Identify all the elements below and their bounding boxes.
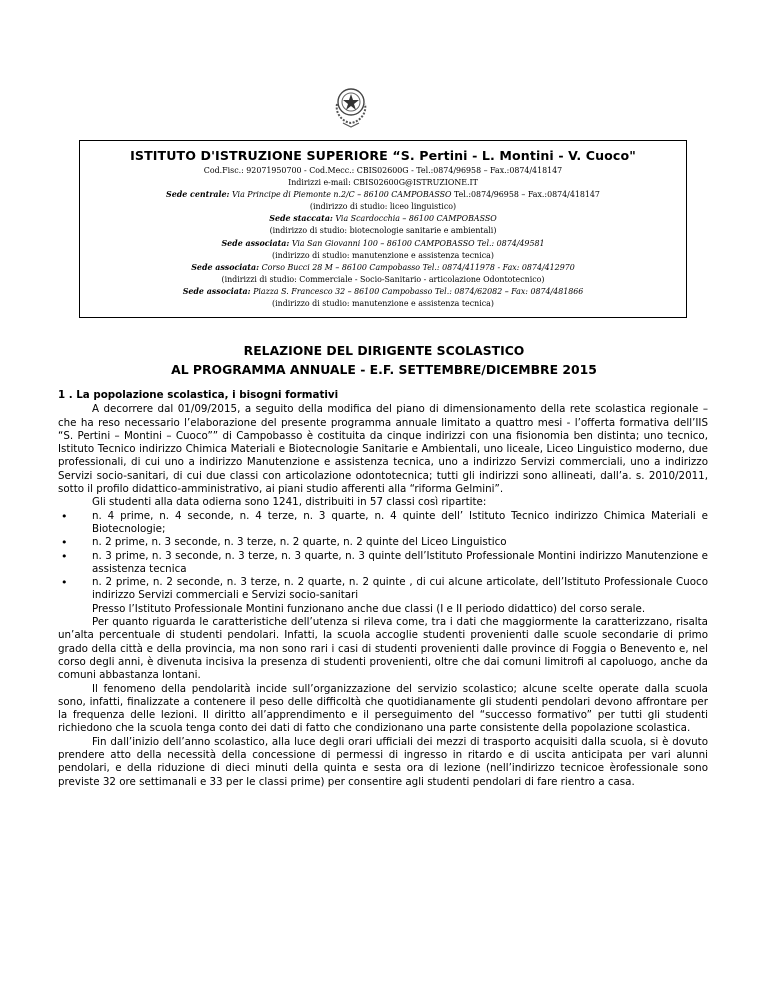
sede-associata2-label: Sede associata:: [191, 262, 260, 272]
paragraph-1: A decorrere dal 01/09/2015, a seguito della modifica del piano di dimensionamento della rete scolastica regionale – che ha reso necessario l’elaborazione del presente programma annuale limitato a quattro mesi - l’offerta formativa dell’IIS “S. Pertini – Montini – Cuoco”” di Campobasso è costituita da cinque indirizzi con una fisionomia ben distinta; uno tecnico, Istituto Tecnico indirizzo Chimica Materiali e Biotecnologie Sanitarie e Ambientali, uno liceale, Liceo Linguistico moderno, due professionali, di cui uno a indirizzo Manutenzione e assistenza tecnica, uno a indirizzo Servizi commerciali, uno a indirizzo Servizi socio-sanitari, di cui due classi con articolazione odontotecnica; tutti gli indirizzi sono allineati, dall’a. s. 2010/2011, sotto il profilo didattico-amministrativo, ai piani studio afferenti alla “riforma Gelmini”.: [58, 403, 708, 496]
sede-associata2-line: [80, 262, 686, 274]
sede-staccata-label: Sede staccata:: [269, 214, 333, 224]
paragraph-3: Presso l’Istituto Professionale Montini funzionano anche due classi (I e II periodo didattico) del corso serale.: [92, 602, 646, 615]
sede-associata2-address: Corso Bucci 28 M – 86100 Campobasso Tel.: 0874/411978 - Fax: 0874/412970: [261, 262, 575, 272]
paragraph-4: Per quanto riguarda le caratteristiche dell’utenza si rileva come, tra i dati che maggiormente la caratterizzano, risalta un’alta percentuale di studenti pendolari. Infatti, la scuola accoglie studenti provenienti dalle scuole secondarie di primo grado della città e della provincia, ma non sono rari i casi di studenti provenienti dalle province di Foggia o Benevento e, nel corso degli anni, è divenuta incisiva la presenza di studenti provenienti, oltre che dai comuni limitrofi al capoluogo, anche da comuni abbastanza lontani.: [58, 616, 708, 682]
document-title-line1: RELAZIONE DEL DIRIGENTE SCOLASTICO: [243, 343, 525, 358]
sede-associata1-line: [80, 238, 686, 250]
sede-associata3-label: Sede associata:: [182, 286, 251, 296]
document-title-line2: AL PROGRAMMA ANNUALE - E.F. SETTEMBRE/DICEMBRE 2015: [171, 362, 597, 377]
paragraph-6: Fin dall’inizio dell’anno scolastico, alla luce degli orari ufficiali dei mezzi di trasporto acquisiti dalla scuola, si è dovuto prendere atto della necessità della concessione di permessi di ingresso in ritardo e di uscita anticipata per vari alunni pendolari, e della riduzione di dieci minuti della quinta e sesta ora di lezione (nell’indirizzo tecnicoe èrofessionale sono previste 32 ore settimanali e 33 per le classi prime) per consentire agli studenti pendolari di fare rientro a casa.: [58, 735, 708, 788]
list-item: • n. 3 prime, n. 3 seconde, n. 3 terze, n. 3 quarte, n. 3 quinte dell’Istituto Professionale Montini indirizzo Manutenzione e assistenza tecnica: [58, 550, 708, 577]
sede-centrale-address: Via Principe di Piemonte n.2/C – 86100 CAMPOBASSO: [231, 190, 452, 200]
sede-associata1-indirizzo: (indirizzo di studio: manutenzione e assistenza tecnica): [272, 250, 494, 260]
sede-centrale-indirizzo: (indirizzo di studio: liceo linguistico): [309, 202, 457, 212]
sede-associata3-address: Piazza S. Francesco 32 – 86100 Campobasso Tel.: 0874/62082 – Fax: 0874/481866: [253, 286, 584, 296]
class-distribution-list: [58, 510, 708, 603]
sede-associata2-indirizzo: (indirizzi di studio: Commerciale - Socio-Sanitario - articolazione Odontotecnico): [221, 274, 545, 284]
codes-line: Cod.Fisc.: 92071950700 - Cod.Mecc.: CBIS02600G - Tel.:0874/96958 – Fax.:0874/418147: [203, 166, 563, 175]
sede-associata1-label: Sede associata:: [221, 238, 290, 248]
sede-associata3-indirizzo: (indirizzo di studio: manutenzione e assistenza tecnica): [272, 299, 494, 309]
document-body: [58, 389, 708, 789]
document-title: [0, 341, 768, 379]
sede-centrale-label: Sede centrale:: [166, 190, 230, 200]
sede-staccata-indirizzo: (indirizzo di studio: biotecnologie sanitarie e ambientali): [269, 226, 497, 236]
institute-title: ISTITUTO D'ISTRUZIONE SUPERIORE “S. Pertini - L. Montini - V. Cuoco": [130, 148, 636, 163]
list-item: • n. 2 prime, n. 3 seconde, n. 3 terze, n. 2 quarte, n. 2 quinte del Liceo Linguistico: [58, 536, 708, 549]
sede-staccata-line: [80, 213, 686, 225]
sede-associata1-address: Via San Giovanni 100 – 86100 CAMPOBASSO Tel.: 0874/49581: [291, 238, 545, 248]
republic-emblem-icon: [331, 80, 371, 128]
email-line: Indirizzi e-mail: CBIS02600G@ISTRUZIONE.IT: [288, 178, 478, 188]
sede-centrale-tel: Tel.:0874/96958 – Fax.:0874/418147: [454, 190, 600, 200]
sede-associata3-line: [80, 286, 686, 298]
section-heading: 1 . La popolazione scolastica, i bisogni formativi: [58, 389, 339, 401]
institute-header-box: [79, 140, 687, 318]
sede-staccata-address: Via Scardocchia – 86100 CAMPOBASSO: [335, 214, 497, 224]
list-item: • n. 2 prime, n. 2 seconde, n. 3 terze, n. 2 quarte, n. 2 quinte , di cui alcune articolate, dell’Istituto Professionale Cuoco indirizzo Servizi commerciali e Servizi socio-sanitari: [58, 576, 708, 603]
list-item: • n. 4 prime, n. 4 seconde, n. 4 terze, n. 3 quarte, n. 4 quinte dell’ Istituto Tecnico indirizzo Chimica Materiali e Biotecnologie;: [58, 510, 708, 537]
paragraph-2: Gli studenti alla data odierna sono 1241, distribuiti in 57 classi così ripartite:: [92, 496, 487, 509]
sede-centrale-line: [80, 189, 686, 201]
paragraph-5: Il fenomeno della pendolarità incide sull’organizzazione del servizio scolastico; alcune scelte operate dalla scuola sono, infatti, finalizzate a contenere il peso delle difficoltà che quotidianamente gli studenti pendolari devono affrontare per la frequenza delle lezioni. Il diritto all’apprendimento e il perseguimento del “successo formativo” per tutti gli studenti richiedono che la scuola tenga conto dei dati di fatto che condizionano una parte consistente della popolazione scolastica.: [58, 682, 708, 735]
